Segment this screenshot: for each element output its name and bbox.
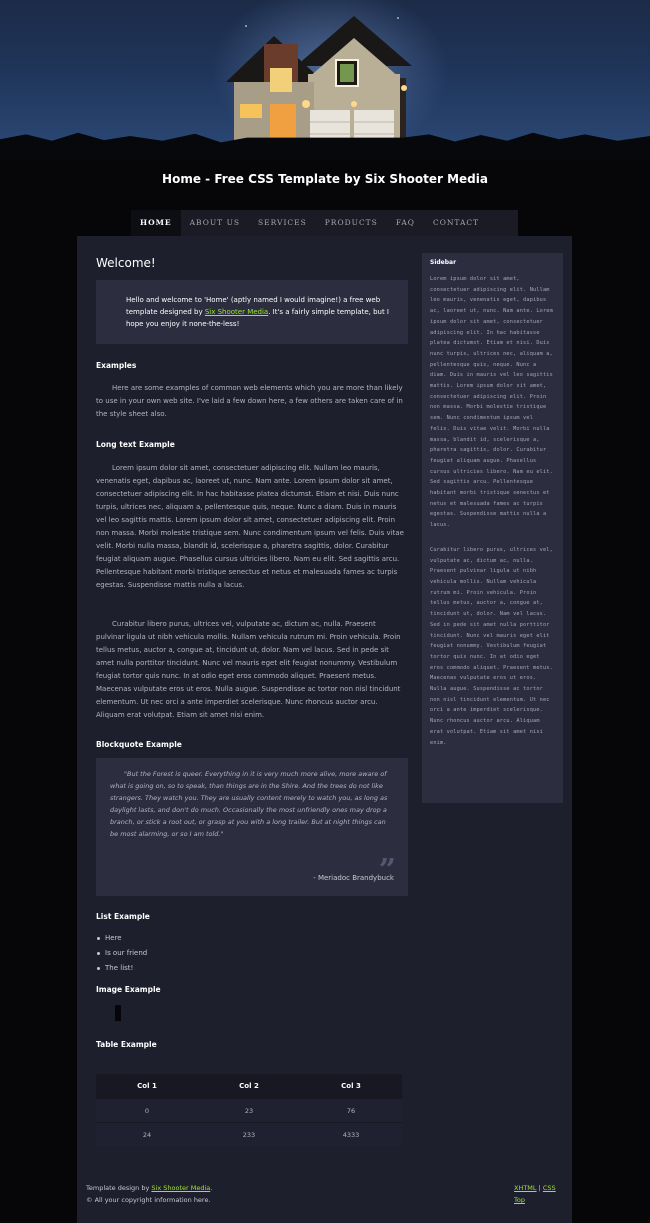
site-title: Home - Free CSS Template by Six Shooter Media [162,172,488,186]
list-heading: List Example [96,912,150,921]
footer-separator: | [536,1184,543,1192]
blockquote-heading: Blockquote Example [96,740,182,749]
example-image [115,1005,121,1021]
sidebar-paragraph-1: Lorem ipsum dolor sit amet, consectetuer adipiscing elit. Nullam leo mauris, venenatis eget, dapibus ac, laoreet ut, nunc. Nam ante. Lorem ipsum dolor sit amet, consectetuer adipiscing elit. In hac habitasse platea dictumst. Etiam et nisi. Duis nunc turpis, ultrices nec, aliquam a, pellentesque quis, neque. Nunc a diam. Duis in mauris vel leo sagittis mattis. Lorem ipsum dolor sit amet, consectetuer adipiscing elit. Proin non massa. Morbi molestie tristique sem. Nunc condimentum ipsum vel felis. Duis vitae velit. Morbi nulla massa, blandit id, scelerisque a, pharetra sagittis, dolor. Curabitur feugiat aliquam augue. Phasellus cursus ultricies libero. Nam eu elit. Sed sagittis arcu. Pellentesque habitant morbi tristique senectus et netus et malesuada fames ac turpis egestas. Suspendisse mattis nulla a lacus. [430,276,553,529]
footer-links [514,1182,564,1206]
list-item: Here [96,931,147,946]
example-table [96,1074,402,1146]
table-header-cell: Col 1 [137,1082,157,1090]
footer-design-suffix: . [210,1184,213,1192]
xhtml-link[interactable]: XHTML [514,1184,537,1192]
examples-heading: Examples [96,361,137,370]
table-cell: 0 [96,1099,198,1123]
sidebar-paragraph-2: Curabitur libero purus, ultrices vel, vulputate ac, dictum ac, nulla. Praesent pulvinar ligula ut nibh vehicula mollis. Nullam vehicula rutrum mi. Proin vehicula. Proin tellus metus, auctor a, congue at, tincidunt ut, dolor. Nam vel lacus. Sed in pede sit amet nulla porttitor tincidunt. Nunc vel mauris eget elit feugiat nonummy. Vestibulum feugiat tortor quis nunc. In at odio eget eros commodo aliquet. Praesent metus. Maecenas vulputate eros ut eros. Nulla augue. Suspendisse ac tortor non nisl tincidunt elementum. Ut nec orci a ante imperdiet scelerisque. Nunc rhoncus auctor arcu. Aliquam erat volutpat. Etiam sit amet nisi enim. [430,546,553,746]
footer-design-prefix: Template design by [86,1184,152,1192]
content-wrapper [77,236,572,1223]
table-box [96,1074,402,1140]
list-item: The list! [96,961,147,976]
main-nav [131,210,518,236]
css-link[interactable]: CSS [542,1184,556,1192]
nav-item-about-us[interactable]: ABOUT US [189,218,241,227]
example-list [96,931,147,976]
table-heading: Table Example [96,1040,157,1049]
table-header-cell: Col 3 [341,1082,361,1090]
sidebar [422,253,563,803]
blockquote-author: - Meriadoc Brandybuck [313,874,394,882]
table-cell: 76 [300,1099,402,1123]
nav-item-services[interactable]: SERVICES [258,218,307,227]
image-heading: Image Example [96,985,161,994]
long-text-paragraph-1: Lorem ipsum dolor sit amet, consectetuer adipiscing elit. Nullam leo mauris, venenatis eget, dapibus ac, laoreet ut, nunc. Nam ante. Lorem ipsum dolor sit amet, consectetuer adipiscing elit. In hac habitasse platea dictumst. Etiam et nisi. Duis nunc turpis, ultrices nec, aliquam a, pellentesque quis, neque. Nunc a diam. Duis in mauris vel leo sagittis mattis. Lorem ipsum dolor sit amet, consectetuer adipiscing elit. Proin non massa. Morbi molestie tristique sem. Nunc condimentum ipsum vel felis. Duis vitae velit. Morbi nulla massa, blandit id, scelerisque a, pharetra sagittis, dolor. Curabitur feugiat aliquam augue. Phasellus cursus ultricies libero. Nam eu elit. Sed sagittis arcu. Pellentesque habitant morbi tristique senectus et netus et malesuada fames ac turpis egestas. Suspendisse mattis nulla a lacus. [96,464,404,589]
table-cell: 24 [96,1123,198,1147]
welcome-heading: Welcome! [96,256,156,270]
examples-text: Here are some examples of common web elements which you are more than likely to use in your own web site. I've laid a few down here, a few others are taken care of in the style sheet also. [96,384,403,418]
table-header-row [96,1074,402,1099]
table-cell: 23 [198,1099,300,1123]
intro-text-before: Hello and welcome to 'Home' (aptly named I would imagine!) a free web template designed by [126,296,381,316]
table-cell: 233 [198,1123,300,1147]
header-banner [0,0,650,160]
intro-text [110,294,394,330]
quote-mark-icon: ” [378,853,396,888]
sidebar-title: Sidebar [430,259,457,266]
footer-design-line [86,1182,212,1194]
footer-copyright: © All your copyright information here. [86,1196,211,1204]
intro-text-after: . It's a fairly simple template, but I hope you enjoy it none-the-less! [126,308,389,328]
footer-credits [86,1182,212,1206]
table-header-cell: Col 2 [239,1082,259,1090]
nav-item-products[interactable]: PRODUCTS [324,218,378,227]
intro-link[interactable]: Six Shooter Media [204,308,269,316]
table-cell: 4333 [300,1123,402,1147]
table-row [96,1099,402,1123]
nav-item-home[interactable]: HOME [131,210,181,236]
table-row [96,1123,402,1147]
house-image [226,8,416,158]
long-text-heading: Long text Example [96,440,175,449]
top-link[interactable]: Top [514,1196,525,1204]
blockquote-text: "But the Forest is queer. Everything in it is very much more alive, more aware of what is going on, so to speak, than things are in the Shire. And the trees do not like strangers. They watch you. They are usually content merely to watch you, as long as daylight lasts, and don't do much. Occasionally the most unfriendly ones may drop a branch, or stick a root out, or grasp at you with a long trailer. But at night things can be most alarming, or so I am told." [110,770,388,838]
blockquote-box [96,758,408,896]
long-text-paragraph-2: Curabitur libero purus, ultrices vel, vulputate ac, dictum ac, nulla. Praesent pulvinar ligula ut nibh vehicula mollis. Nullam vehicula rutrum mi. Proin vehicula. Proin tellus metus, auctor a, congue at, tincidunt ut, dolor. Nam vel lacus. Sed in pede sit amet nulla porttitor tincidunt. Nunc vel mauris eget elit feugiat nonummy. Vestibulum feugiat tortor quis nunc. In at odio eget eros commodo aliquet. Praesent metus. Maecenas vulputate eros ut eros. Nulla augue. Suspendisse ac tortor non nisl tincidunt elementum. Ut nec orci a ante imperdiet scelerisque. Nunc rhoncus auctor arcu. Aliquam erat volutpat. Etiam sit amet nisi enim. [96,620,401,719]
footer-design-link[interactable]: Six Shooter Media [151,1184,211,1192]
intro-box [96,280,408,344]
nav-item-contact[interactable]: CONTACT [432,218,480,227]
list-item: Is our friend [96,946,147,961]
nav-item-faq[interactable]: FAQ [395,218,415,227]
